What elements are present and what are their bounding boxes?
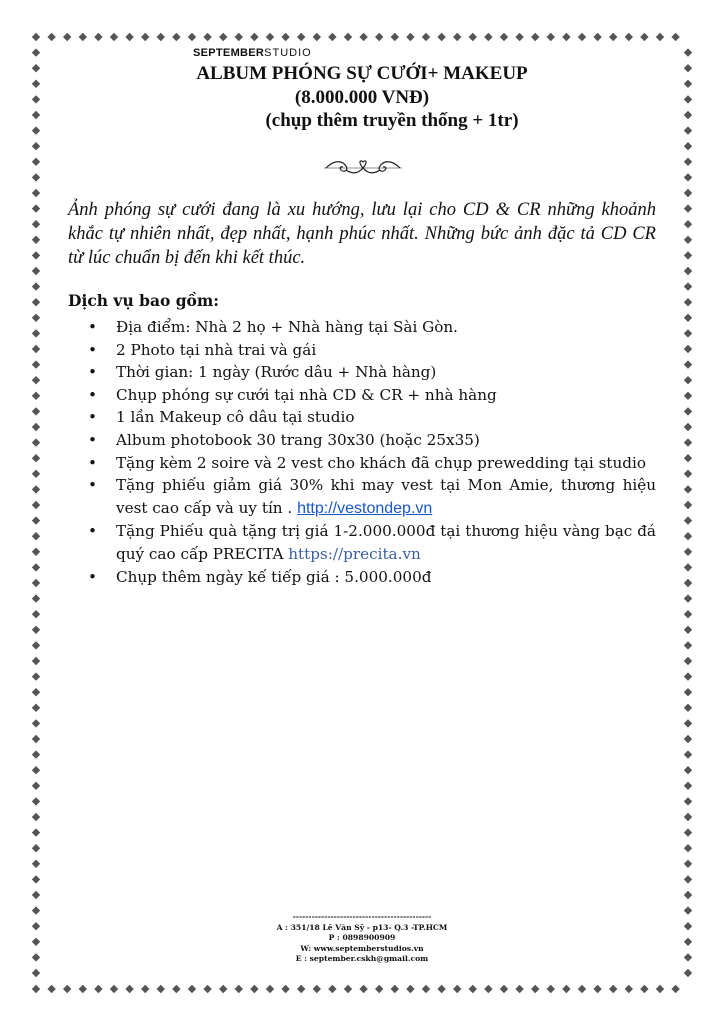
border-diamond-icon [484,33,492,41]
bullet-icon: • [88,453,97,472]
bullet-icon: • [88,385,97,404]
border-diamond-icon [32,423,40,431]
border-diamond-icon [469,33,477,41]
border-diamond-icon [684,719,692,727]
border-diamond-icon [484,985,492,993]
border-diamond-icon [684,766,692,774]
border-diamond-icon [32,875,40,883]
border-diamond-icon [515,33,523,41]
border-diamond-icon [32,236,40,244]
border-diamond-icon [684,875,692,883]
border-diamond-icon [281,985,289,993]
logo-suffix: STUDIO [264,47,312,59]
border-diamond-icon [684,142,692,150]
border-diamond-icon [684,470,692,478]
logo-brand: SEPTEMBER [193,47,265,59]
border-diamond-icon [32,797,40,805]
border-diamond-icon [531,33,539,41]
border-diamond-icon [32,719,40,727]
border-diamond-icon [32,766,40,774]
border-diamond-icon [453,33,461,41]
border-diamond-icon [141,985,149,993]
border-diamond-icon [684,485,692,493]
border-diamond-icon [32,969,40,977]
border-diamond-icon [32,688,40,696]
border-diamond-icon [375,33,383,41]
border-diamond-icon [32,329,40,337]
border-diamond-icon [47,985,55,993]
border-diamond-icon [684,860,692,868]
border-diamond-icon [531,985,539,993]
border-diamond-icon [188,985,196,993]
border-diamond-icon [684,438,692,446]
border-diamond-icon [32,626,40,634]
border-diamond-icon [684,532,692,540]
border-diamond-icon [422,33,430,41]
border-diamond-icon [110,33,118,41]
border-diamond-icon [328,985,336,993]
border-diamond-icon [684,189,692,197]
border-diamond-icon [578,985,586,993]
border-diamond-icon [684,594,692,602]
border-diamond-icon [684,158,692,166]
border-diamond-icon [684,516,692,524]
border-diamond-icon [32,48,40,56]
border-diamond-icon [684,563,692,571]
border-diamond-icon [32,579,40,587]
border-diamond-icon [125,33,133,41]
border-diamond-icon [32,594,40,602]
border-diamond-icon [32,641,40,649]
border-diamond-icon [250,985,258,993]
border-diamond-icon [562,985,570,993]
border-diamond-icon [684,329,692,337]
border-diamond-icon [141,33,149,41]
border-diamond-icon [453,985,461,993]
border-diamond-icon [32,704,40,712]
border-diamond-icon [32,267,40,275]
border-diamond-icon [32,204,40,212]
border-diamond-icon [684,641,692,649]
border-diamond-icon [684,548,692,556]
border-diamond-icon [219,985,227,993]
border-diamond-icon [547,33,555,41]
border-diamond-icon [297,33,305,41]
border-diamond-icon [32,173,40,181]
border-diamond-icon [406,985,414,993]
border-diamond-icon [593,33,601,41]
border-diamond-icon [593,985,601,993]
border-diamond-icon [391,33,399,41]
vestondep-link[interactable]: http://vestondep.vn [297,499,433,517]
bullet-icon: • [88,363,97,382]
price-label: (8.000.000 VNĐ) [294,87,430,108]
border-diamond-icon [656,33,664,41]
border-diamond-icon [684,891,692,899]
border-diamond-icon [32,392,40,400]
border-diamond-icon [684,48,692,56]
border-diamond-icon [235,985,243,993]
border-diamond-icon [422,985,430,993]
border-diamond-icon [32,844,40,852]
border-diamond-icon [266,33,274,41]
border-diamond-icon [266,985,274,993]
border-diamond-icon [32,828,40,836]
border-diamond-icon [328,33,336,41]
border-diamond-icon [391,985,399,993]
border-diamond-icon [684,392,692,400]
list-item: • Địa điểm: Nhà 2 họ + Nhà hàng tại Sài Gòn. [88,316,656,339]
border-diamond-icon [469,985,477,993]
border-diamond-icon [32,985,40,993]
list-item: • Thời gian: 1 ngày (Rước dâu + Nhà hàng) [88,361,656,384]
border-diamond-icon [32,657,40,665]
border-diamond-icon [684,376,692,384]
border-diamond-icon [32,813,40,821]
intro-paragraph: Ảnh phóng sự cưới đang là xu hướng, lưu lại cho CD & CR những khoảnh khắc tự nhiên nhất, đẹp nhất, hạnh phúc nhất. Những bức ảnh đặc tả CD CR từ lúc chuẩn bị đến khi kết thúc. [68,200,656,268]
border-diamond-icon [32,142,40,150]
border-diamond-icon [32,610,40,618]
list-item: • Chụp thêm ngày kế tiếp giá : 5.000.000đ [88,566,656,589]
border-diamond-icon [625,33,633,41]
footer-contact [0,912,724,965]
border-diamond-icon [684,844,692,852]
border-diamond-icon [500,985,508,993]
border-diamond-icon [281,33,289,41]
border-diamond-icon [684,407,692,415]
border-diamond-icon [684,750,692,758]
border-diamond-icon [32,189,40,197]
list-item: • 2 Photo tại nhà trai và gái [88,339,656,362]
border-diamond-icon [437,985,445,993]
border-diamond-icon [359,33,367,41]
border-diamond-icon [640,985,648,993]
list-item: • Tặng kèm 2 soire và 2 vest cho khách đã chụp prewedding tại studio [88,452,656,475]
list-item: • Album photobook 30 trang 30x30 (hoặc 25x35) [88,429,656,452]
border-diamond-icon [63,985,71,993]
border-diamond-icon [684,579,692,587]
bullet-icon: • [88,340,97,359]
border-diamond-icon [344,985,352,993]
border-diamond-icon [671,985,679,993]
border-diamond-icon [94,985,102,993]
border-diamond-icon [32,563,40,571]
border-diamond-icon [63,33,71,41]
border-diamond-icon [297,985,305,993]
border-diamond-icon [203,985,211,993]
border-diamond-icon [344,33,352,41]
border-diamond-icon [32,735,40,743]
border-diamond-icon [32,345,40,353]
border-diamond-icon [684,236,692,244]
border-diamond-icon [684,626,692,634]
border-diamond-icon [684,782,692,790]
border-diamond-icon [32,438,40,446]
border-diamond-icon [32,282,40,290]
border-diamond-icon [32,548,40,556]
border-diamond-icon [110,985,118,993]
border-diamond-icon [684,813,692,821]
border-diamond-icon [684,314,692,322]
border-diamond-icon [684,704,692,712]
list-item-vest: • Tặng phiếu giảm giá 30% khi may vest tại Mon Amie, thương hiệu vest cao cấp và uy tín . http://vestondep.vn [88,476,656,517]
border-diamond-icon [32,891,40,899]
border-diamond-icon [79,985,87,993]
list-item-precita: • Tặng Phiếu quà tặng trị giá 1-2.000.000đ tại thương hiệu vàng bạc đá quý cao cấp PRECITA https://precita.vn [88,522,656,563]
footer-rule: -------------------------------------------- [292,912,432,921]
services-heading: Dịch vụ bao gồm: [68,291,220,310]
border-diamond-icon [656,985,664,993]
border-diamond-icon [684,204,692,212]
border-diamond-icon [684,657,692,665]
border-diamond-icon [625,985,633,993]
border-diamond-icon [684,454,692,462]
border-diamond-icon [313,33,321,41]
border-diamond-icon [547,985,555,993]
border-diamond-icon [32,672,40,680]
border-diamond-icon [32,251,40,259]
border-diamond-icon [359,985,367,993]
border-diamond-icon [684,251,692,259]
border-diamond-icon [515,985,523,993]
border-diamond-icon [684,610,692,618]
border-diamond-icon [203,33,211,41]
border-diamond-icon [235,33,243,41]
border-diamond-icon [32,470,40,478]
list-item: • Chụp phóng sự cưới tại nhà CD & CR + nhà hàng [88,384,656,407]
footer-address: A : 351/18 Lê Văn Sỹ - p13- Q.3 -TP.HCM [276,922,448,932]
bullet-icon: • [88,522,97,541]
border-diamond-icon [172,33,180,41]
border-diamond-icon [32,501,40,509]
precita-link[interactable]: https://precita.vn [288,544,421,563]
border-diamond-icon [32,516,40,524]
border-diamond-icon [684,797,692,805]
border-diamond-icon [32,407,40,415]
border-diamond-icon [684,423,692,431]
border-diamond-icon [640,33,648,41]
page-title: ALBUM PHÓNG SỰ CƯỚI+ MAKEUP [196,63,528,84]
services-list [88,316,656,588]
border-diamond-icon [375,985,383,993]
border-diamond-icon [32,33,40,41]
border-diamond-icon [313,985,321,993]
ornament-divider-icon [322,158,404,178]
border-diamond-icon [609,985,617,993]
bullet-icon: • [88,567,97,586]
border-diamond-icon [32,454,40,462]
border-diamond-icon [684,360,692,368]
border-diamond-icon [671,33,679,41]
border-diamond-icon [562,33,570,41]
border-diamond-icon [94,33,102,41]
border-diamond-icon [684,735,692,743]
border-diamond-icon [32,376,40,384]
border-diamond-icon [32,220,40,228]
border-diamond-icon [188,33,196,41]
border-diamond-icon [684,220,692,228]
border-diamond-icon [172,985,180,993]
bullet-icon: • [88,408,97,427]
border-diamond-icon [578,33,586,41]
border-diamond-icon [32,485,40,493]
border-diamond-icon [32,314,40,322]
bullet-icon: • [88,318,97,336]
bullet-icon: • [88,476,97,495]
border-diamond-icon [219,33,227,41]
border-diamond-icon [684,298,692,306]
border-diamond-icon [157,33,165,41]
border-diamond-icon [79,33,87,41]
border-diamond-icon [32,532,40,540]
border-diamond-icon [684,267,692,275]
border-diamond-icon [32,360,40,368]
border-diamond-icon [684,969,692,977]
border-diamond-icon [125,985,133,993]
border-diamond-icon [437,33,445,41]
border-diamond-icon [684,672,692,680]
border-diamond-icon [406,33,414,41]
border-diamond-icon [32,158,40,166]
border-diamond-icon [684,828,692,836]
border-diamond-icon [684,173,692,181]
footer-web: W: www.septemberstudios.vn [300,943,424,953]
border-diamond-icon [32,860,40,868]
border-diamond-icon [47,33,55,41]
border-diamond-icon [250,33,258,41]
studio-logo [193,47,312,59]
border-diamond-icon [684,282,692,290]
border-diamond-icon [32,298,40,306]
border-diamond-icon [32,750,40,758]
border-diamond-icon [609,33,617,41]
border-diamond-icon [684,688,692,696]
border-diamond-icon [500,33,508,41]
border-diamond-icon [32,782,40,790]
border-diamond-icon [684,345,692,353]
footer-email: E : september.cskh@gmail.com [295,954,429,964]
extra-note: (chụp thêm truyền thống + 1tr) [265,110,519,131]
bullet-icon: • [88,430,97,449]
border-diamond-icon [157,985,165,993]
border-diamond-icon [684,501,692,509]
footer-phone: P : 0898900909 [328,933,396,943]
list-item: • 1 lần Makeup cô dâu tại studio [88,406,656,429]
